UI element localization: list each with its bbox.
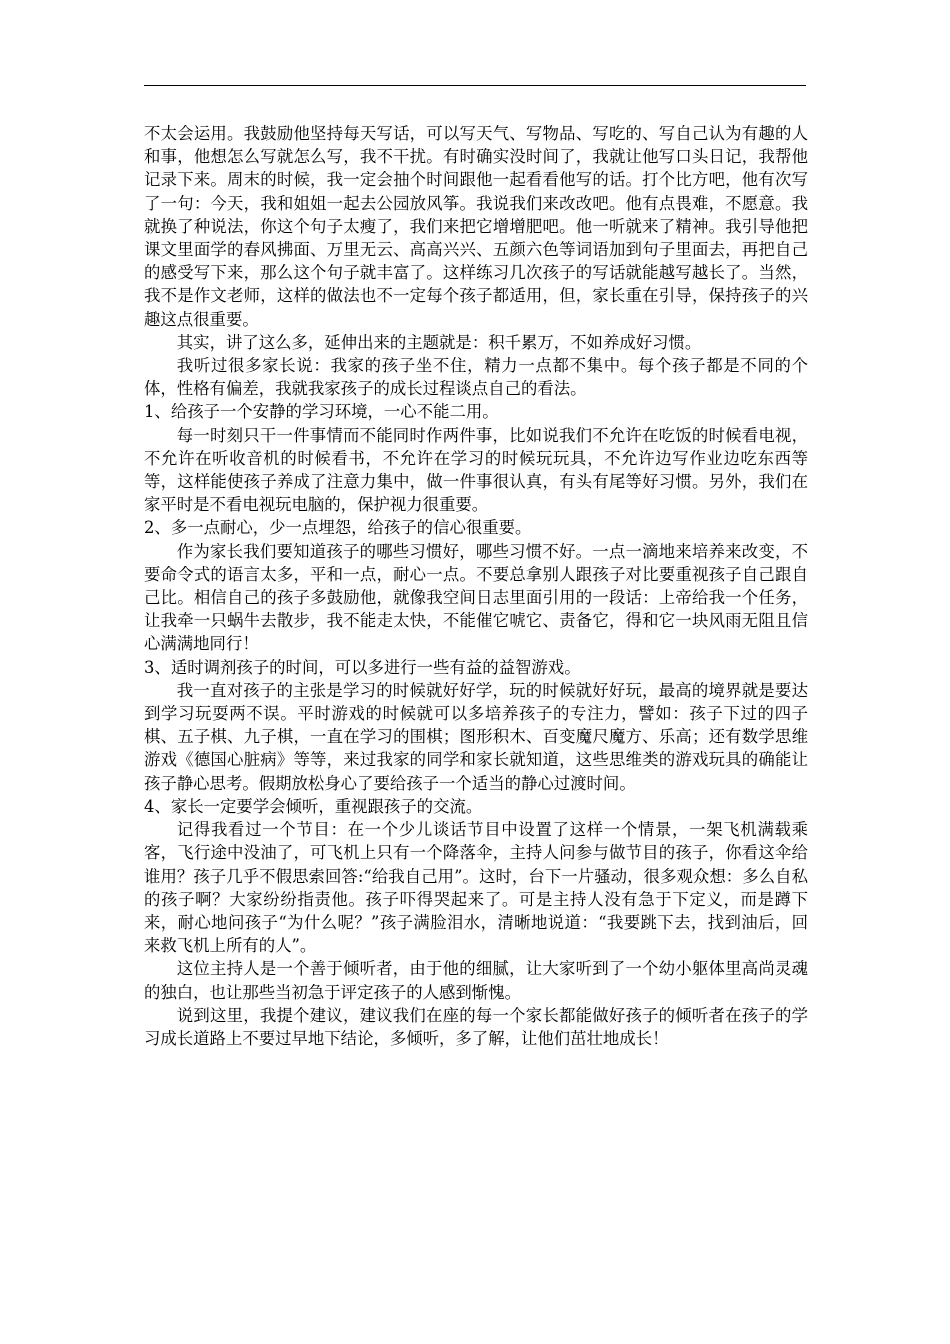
paragraph-host-reflection: 这位主持人是一个善于倾听者，由于他的细腻，让大家听到了一个幼小躯体里高尚灵魂的独白，也让那些当初急于评定孩子的人感到惭愧。 — [144, 959, 808, 1002]
section-heading-1: 1、给孩子一个安静的学习环境，一心不能二用。 — [144, 402, 499, 422]
paragraph-section-1: 每一时刻只干一件事情而不能同时作两件事，比如说我们不允许在吃饭的时候看电视，不允许在听收音机的时候看书，不允许在学习的时候玩玩具，不允许边写作业边吃东西等等，这样能使孩子养成了注意力集中，做一件事很认真，有头有尾等好习惯。另外，我们在家平时是不看电视玩电脑的，保护视力很重要。 — [144, 425, 808, 515]
document-body — [144, 122, 808, 1050]
paragraph-section-4: 记得我看过一个节目：在一个少儿谈话节目中设置了这样一个情景，一架飞机满载乘客，飞行途中没油了，可飞机上只有一个降落伞，主持人问参与做节目的孩子，你看这伞给谁用？孩子几乎不假思索回答:“给我自己用”。这时，台下一片骚动，很多观众想：多么自私的孩子啊？大家纷纷指责他。孩子吓得哭起来了。可是主持人没有急于下定义，而是蹲下来，耐心地问孩子“为什么呢？”孩子满脸泪水，清晰地说道：“我要跳下去，找到油后，回来救飞机上所有的人”。 — [144, 820, 808, 956]
paragraph-writing-practice: 不太会运用。我鼓励他坚持每天写话，可以写天气、写物品、写吃的、写自己认为有趣的人和事，他想怎么写就怎么写，我不干扰。有时确实没时间了，我就让他写口头日记，我帮他记录下来。周末的时候，我一定会抽个时间跟他一起看看他写的话。打个比方吧，他有次写了一句：今天，我和姐姐一起去公园放风筝。我说我们来改改吧。他有点畏难，不愿意。我就换了种说法，你这个句子太瘦了，我们来把它增增肥吧。他一听就来了精神。我引导他把课文里面学的春风拂面、万里无云、高高兴兴、五颜六色等词语加到句子里面去，再把自己的感受写下来，那么这个句子就丰富了。这样练习几次孩子的写话就能越写越长了。当然，我不是作文老师，这样的做法也不一定每个孩子都适用，但，家长重在引导，保持孩子的兴趣这点很重要。 — [144, 124, 808, 329]
section-heading-4: 4、家长一定要学会倾听，重视跟孩子的交流。 — [144, 796, 483, 816]
paragraph-section-3: 我一直对孩子的主张是学习的时候就好好学，玩的时候就好好玩，最高的境界就是要达到学习玩耍两不误。平时游戏的时候就可以多培养孩子的专注力，譬如：孩子下过的四子棋、五子棋、九子棋，一直在学习的围棋；图形积木、百变魔尺魔方、乐高；还有数学思维游戏《德国心脏病》等等，来过我家的同学和家长就知道，这些思维类的游戏玩具的确能让孩子静心思考。假期放松身心了要给孩子一个适当的静心过渡时间。 — [144, 680, 808, 793]
paragraph-theme: 其实，讲了这么多，延伸出来的主题就是：积千累万，不如养成好习惯。 — [176, 332, 702, 352]
paragraph-conclusion: 说到这里，我提个建议，建议我们在座的每一个家长都能做好孩子的倾听者在孩子的学习成长道路上不要过早地下结论，多倾听，多了解，让他们茁壮地成长！ — [144, 1005, 808, 1048]
paragraph-section-2: 作为家长我们要知道孩子的哪些习惯好，哪些习惯不好。一点一滴地来培养来改变，不要命令式的语言太多，平和一点，耐心一点。不要总拿别人跟孩子对比要重视孩子自己跟自己比。相信自己的孩子多鼓励他，就像我空间日志里面引用的一段话：上帝给我一个任务，让我牵一只蜗牛去散步，我不能走太快，不能催它唬它、责备它，得和它一块风雨无阻且信心满满地同行！ — [144, 541, 808, 654]
header-rule — [144, 85, 806, 86]
section-heading-3: 3、适时调剂孩子的时间，可以多进行一些有益的益智游戏。 — [144, 657, 581, 677]
paragraph-intro: 我听过很多家长说：我家的孩子坐不住，精力一点都不集中。每个孩子都是不同的个体，性格有偏差，我就我家孩子的成长过程谈点自己的看法。 — [144, 356, 808, 399]
section-heading-2: 2、多一点耐心，少一点埋怨，给孩子的信心很重要。 — [144, 518, 532, 538]
